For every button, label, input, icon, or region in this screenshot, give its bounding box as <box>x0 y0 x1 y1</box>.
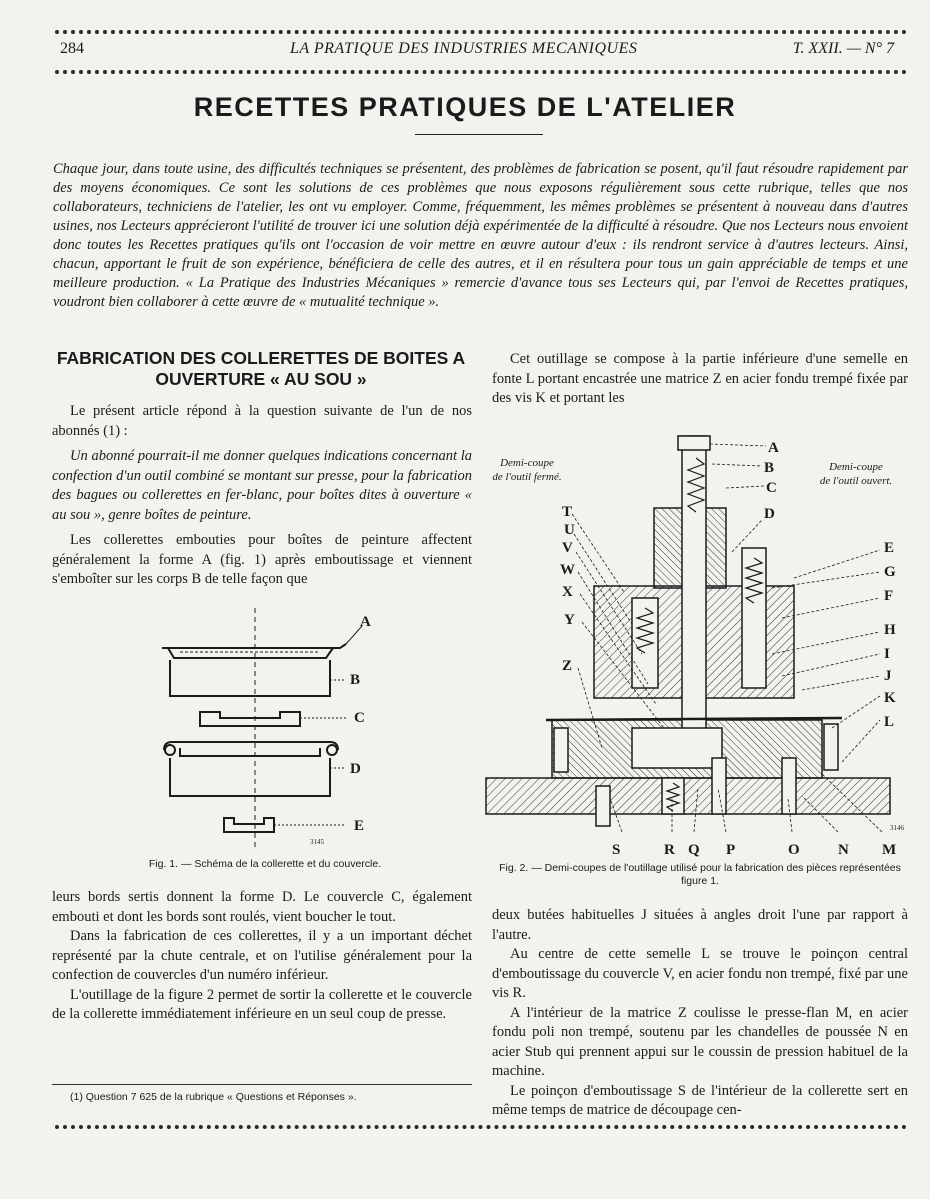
fig2-label-i: I <box>884 646 890 662</box>
fig2-label-n: N <box>838 842 849 858</box>
article-paragraph-5: L'outillage de la figure 2 permet de sortir la collerette et le couvercle de la collerette immédiatement inférieure en un seul coup de presse. <box>52 986 472 1022</box>
reader-question: Un abonné pourrait-il me donner quelques indications concernant la confection d'un outil combiné se montant sur presse, pour la fabrication des bagues ou collerettes en fer-blanc, pour boîtes dites à ouverture « au sou », genre boîtes de peinture. <box>52 448 472 523</box>
assembly-d-shape <box>164 742 338 750</box>
fig2-label-b: B <box>764 460 775 476</box>
article-paragraph-4: Dans la fabrication de ces collerettes, il y a un important déchet représenté par la chute centrale, et on l'utilise généralement pour la confection de couvercles d'un numéro inférieur. <box>52 928 472 983</box>
article-title: FABRICATION DES COLLERETTES DE BOITES A OUVERTURE « AU SOU » <box>56 348 466 389</box>
page-number: 284 <box>60 40 84 57</box>
fig2-label-r: R <box>664 842 675 858</box>
fig2-label-x: X <box>562 584 573 600</box>
right-column-top <box>492 350 908 409</box>
right-section-label-1: Demi-coupe <box>829 461 883 473</box>
right-section-label-2: de l'outil ouvert. <box>819 475 893 487</box>
left-column-top <box>52 402 472 590</box>
fig1-label-b: B <box>350 672 361 688</box>
fig2-label-p: P <box>726 842 736 858</box>
fig1-label-d: D <box>350 761 361 777</box>
base-plate-l <box>486 778 890 814</box>
right-paragraph-1: Cet outillage se compose à la partie inférieure d'une semelle en fonte L portant encastrée une matrice Z en acier fondu trempé fixée par des vis K et portant les <box>492 351 908 406</box>
footnote: (1) Question 7 625 de la rubrique « Questions et Réponses ». <box>70 1091 357 1103</box>
fig2-label-f: F <box>884 588 894 604</box>
article-paragraph-1: Le présent article répond à la question suivante de l'un de nos abonnés (1) : <box>52 403 472 439</box>
left-column-bottom <box>52 888 472 1025</box>
intro-paragraph: Chaque jour, dans toute usine, des difficultés techniques se présentent, des problèmes de fabrication se posent, qu'il faut résoudre rapidement par des moyens économiques. Ce sont les solutions de ces problèmes que nous exposons régulièrement sous cette rubrique, telles que nos collaborateurs, techniciens de l'atelier, les ont vu employer. Comme, fréquemment, les mêmes problèmes se présentent à nouveau dans d'autres usines, nos Lecteurs apprécieront l'utilité de trouver ici une solution déjà expérimentée de la difficulté à résoudre. Que nos Lecteurs nous envoient donc toutes les Recettes pratiques qu'ils ont l'occasion de voir mettre en œuvre autour d'eux : ils rendront service à d'autres lecteurs. Ainsi, chacun, apportant le fruit de son expérience, bénéficiera de celle des autres, et il en résultera pour tous un gain appréciable de temps et une meilleure production. « La Pratique des Industries Mécaniques » remercie d'avance tous ses Lecteurs qui, par l'envoi de Recettes pratiques, voudront bien collaborer à cette œuvre de « mutualité technique ». <box>53 161 908 310</box>
bottom-dotted-rule <box>55 1125 907 1129</box>
collar-a-shape <box>162 644 346 648</box>
body-b-shape <box>170 660 330 696</box>
lid-e-shape <box>224 818 274 832</box>
article-paragraph-2: Les collerettes embouties pour boîtes de peinture affectent généralement la forme A (fig. 1) après emboutissage et viennent s'emboîter sur les corps B de telle façon que <box>52 532 472 587</box>
fig2-label-c: C <box>766 480 777 496</box>
figure-1-drawing <box>140 608 400 850</box>
fig2-label-j: J <box>884 668 892 684</box>
title-rule <box>415 134 543 135</box>
figure-2-caption: Fig. 2. — Demi-coupes de l'outillage utilisé pour la fabrication des pièces représentées figure 1. <box>499 862 901 887</box>
fig1-label-e: E <box>354 818 365 834</box>
fig2-label-h: H <box>884 622 896 638</box>
central-stem <box>682 436 706 736</box>
right-paragraph-3: Au centre de cette semelle L se trouve le poinçon central d'emboutissage du couvercle V, en acier fondu non trempé, fixé par une vis R. <box>492 946 908 1001</box>
fig2-label-k: K <box>884 690 896 706</box>
fig2-label-z: Z <box>562 658 573 674</box>
lid-c-shape <box>200 712 300 726</box>
running-header <box>60 40 898 64</box>
fig2-label-v: V <box>562 540 573 556</box>
right-paragraph-5: Le poinçon d'emboutissage S de l'intérieur de la collerette sert en même temps de matrice de découpage cen- <box>492 1082 908 1118</box>
footnote-rule <box>52 1084 472 1085</box>
fig2-label-a: A <box>768 440 779 456</box>
right-paragraph-4: A l'intérieur de la matrice Z coulisse le presse-flan M, en acier fondu poli non trempé, soutenu par les chandelles de poussée N en acier Stub qui prennent appui sur le coussin de pression habituel de la machine. <box>492 1004 908 1079</box>
fig2-label-s: S <box>612 842 621 858</box>
fig2-label-d: D <box>764 506 775 522</box>
running-title: LA PRATIQUE DES INDUSTRIES MECANIQUES <box>290 40 638 57</box>
fig2-label-l: L <box>884 714 895 730</box>
article-paragraph-3: leurs bords sertis donnent la forme D. Le couvercle C, également embouti et dont les bords sont roulés, vient boucher le tout. <box>52 889 472 925</box>
fig1-label-a: A <box>360 614 371 630</box>
right-column-bottom <box>492 906 908 1121</box>
fig2-label-w: W <box>560 562 575 578</box>
fig2-label-t: T <box>562 504 573 520</box>
header-dotted-rule <box>55 70 907 74</box>
section-title: RECETTES PRATIQUES DE L'ATELIER <box>193 92 737 122</box>
left-section-label-2: de l'outil fermé. <box>492 471 562 483</box>
left-section-label-1: Demi-coupe <box>500 457 554 469</box>
top-dotted-rule <box>55 30 907 34</box>
fig2-label-q: Q <box>688 842 700 858</box>
fig2-label-u: U <box>564 522 575 538</box>
fig2-label-o: O <box>788 842 800 858</box>
fig2-label-g: G <box>884 564 896 580</box>
fig2-label-y: Y <box>564 612 575 628</box>
fig2-label-e: E <box>884 540 895 556</box>
fig2-ref: 3146 <box>890 824 904 832</box>
fig1-label-c: C <box>354 710 365 726</box>
volume-issue: T. XXII. — N° 7 <box>792 40 894 57</box>
figure-2-drawing <box>482 428 908 860</box>
figure-1-caption: Fig. 1. — Schéma de la collerette et du couvercle. <box>148 858 382 870</box>
fig1-ref: 3145 <box>310 838 324 846</box>
right-paragraph-2: deux butées habituelles J situées à angles droit l'une par rapport à l'autre. <box>492 907 908 943</box>
fig2-label-m: M <box>882 842 897 858</box>
